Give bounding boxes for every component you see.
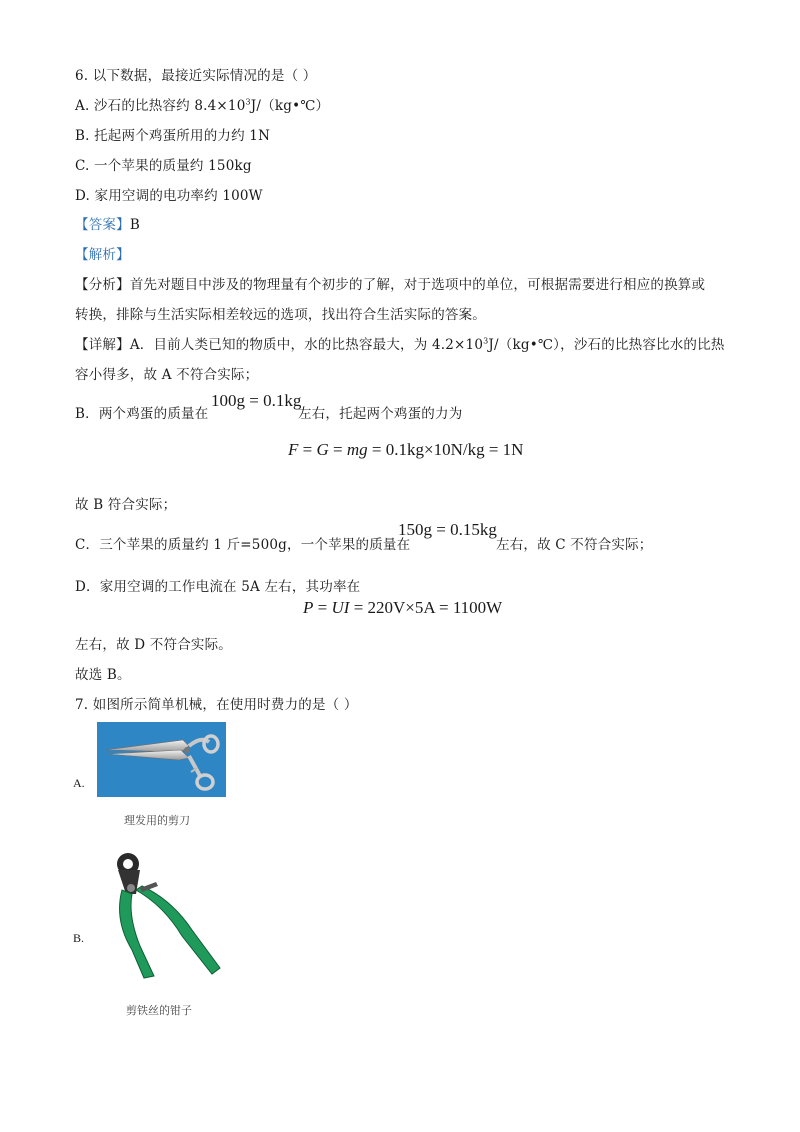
fenxi-line-1: 【分析】首先对题目中涉及的物理量有个初步的了解，对于选项中的单位，可根据需要进行相应的换算或 (75, 277, 706, 293)
b-explain-post: 左右，托起两个鸡蛋的力为 (298, 406, 463, 422)
q6-option-c: C. 一个苹果的质量约 150kg (75, 158, 252, 174)
d-explain-pre: D．家用空调的工作电流在 5A 左右，其功率在 (75, 579, 361, 595)
q6-option-b: B. 托起两个鸡蛋所用的力约 1N (75, 128, 271, 144)
b-explain-pre: B．两个鸡蛋的质量在 (75, 406, 209, 422)
q6-option-d: D. 家用空调的电功率约 100W (75, 188, 263, 204)
hair-scissors-image (97, 722, 226, 797)
analysis-tag: 【解析】 (75, 247, 130, 263)
final-answer: 故选 B。 (75, 667, 131, 683)
answer-line (75, 213, 140, 233)
answer-tag: 【答案】 (75, 217, 130, 233)
pliers-icon (100, 850, 225, 985)
q7-option-b-caption: 剪铁丝的钳子 (126, 1004, 192, 1017)
b-conclusion: 故 B 符合实际； (75, 497, 177, 513)
q6-option-a: A. 沙石的比热容约 $8.4\times 10^3J/(kg•℃)$ (75, 97, 330, 114)
b-formula: F = G = mg = 0.1kg×10N/kg = 1N (288, 440, 524, 459)
fenxi-line-2: 转换，排除与生活实际相差较远的选项，找出符合生活实际的答案。 (75, 307, 486, 323)
c-inline-math: 150g = 0.15kg (398, 520, 497, 539)
d-formula: P = UI = 220V×5A = 1100W (303, 598, 503, 617)
scissors-icon (97, 722, 226, 797)
answer-value: B (129, 217, 140, 233)
q7-option-a-caption: 理发用的剪刀 (124, 814, 190, 827)
wire-cutter-pliers-image (100, 850, 225, 985)
c-explain-pre: C．三个苹果的质量约 1 斤=500g，一个苹果的质量在 (75, 537, 411, 553)
q7-option-b-label: B. (73, 931, 85, 945)
q6-stem: 6. 以下数据，最接近实际情况的是（ ） (75, 68, 317, 84)
q7-option-a-label: A. (73, 776, 85, 790)
b-inline-math: 100g = 0.1kg (211, 391, 302, 410)
c-explain-post: 左右，故 C 不符合实际； (496, 537, 653, 553)
xiangjie-line-1: 【详解】A．目前人类已知的物质中，水的比热容最大，为 $4.2\times 10^3J/(kg•℃)$，沙石的比热容比水的比热 (75, 336, 725, 353)
xiangjie-line-2: 容小得多，故 A 不符合实际； (75, 367, 259, 383)
q7-stem: 7. 如图所示简单机械，在使用时费力的是（ ） (75, 697, 358, 713)
d-conclusion: 左右，故 D 不符合实际。 (75, 637, 233, 653)
